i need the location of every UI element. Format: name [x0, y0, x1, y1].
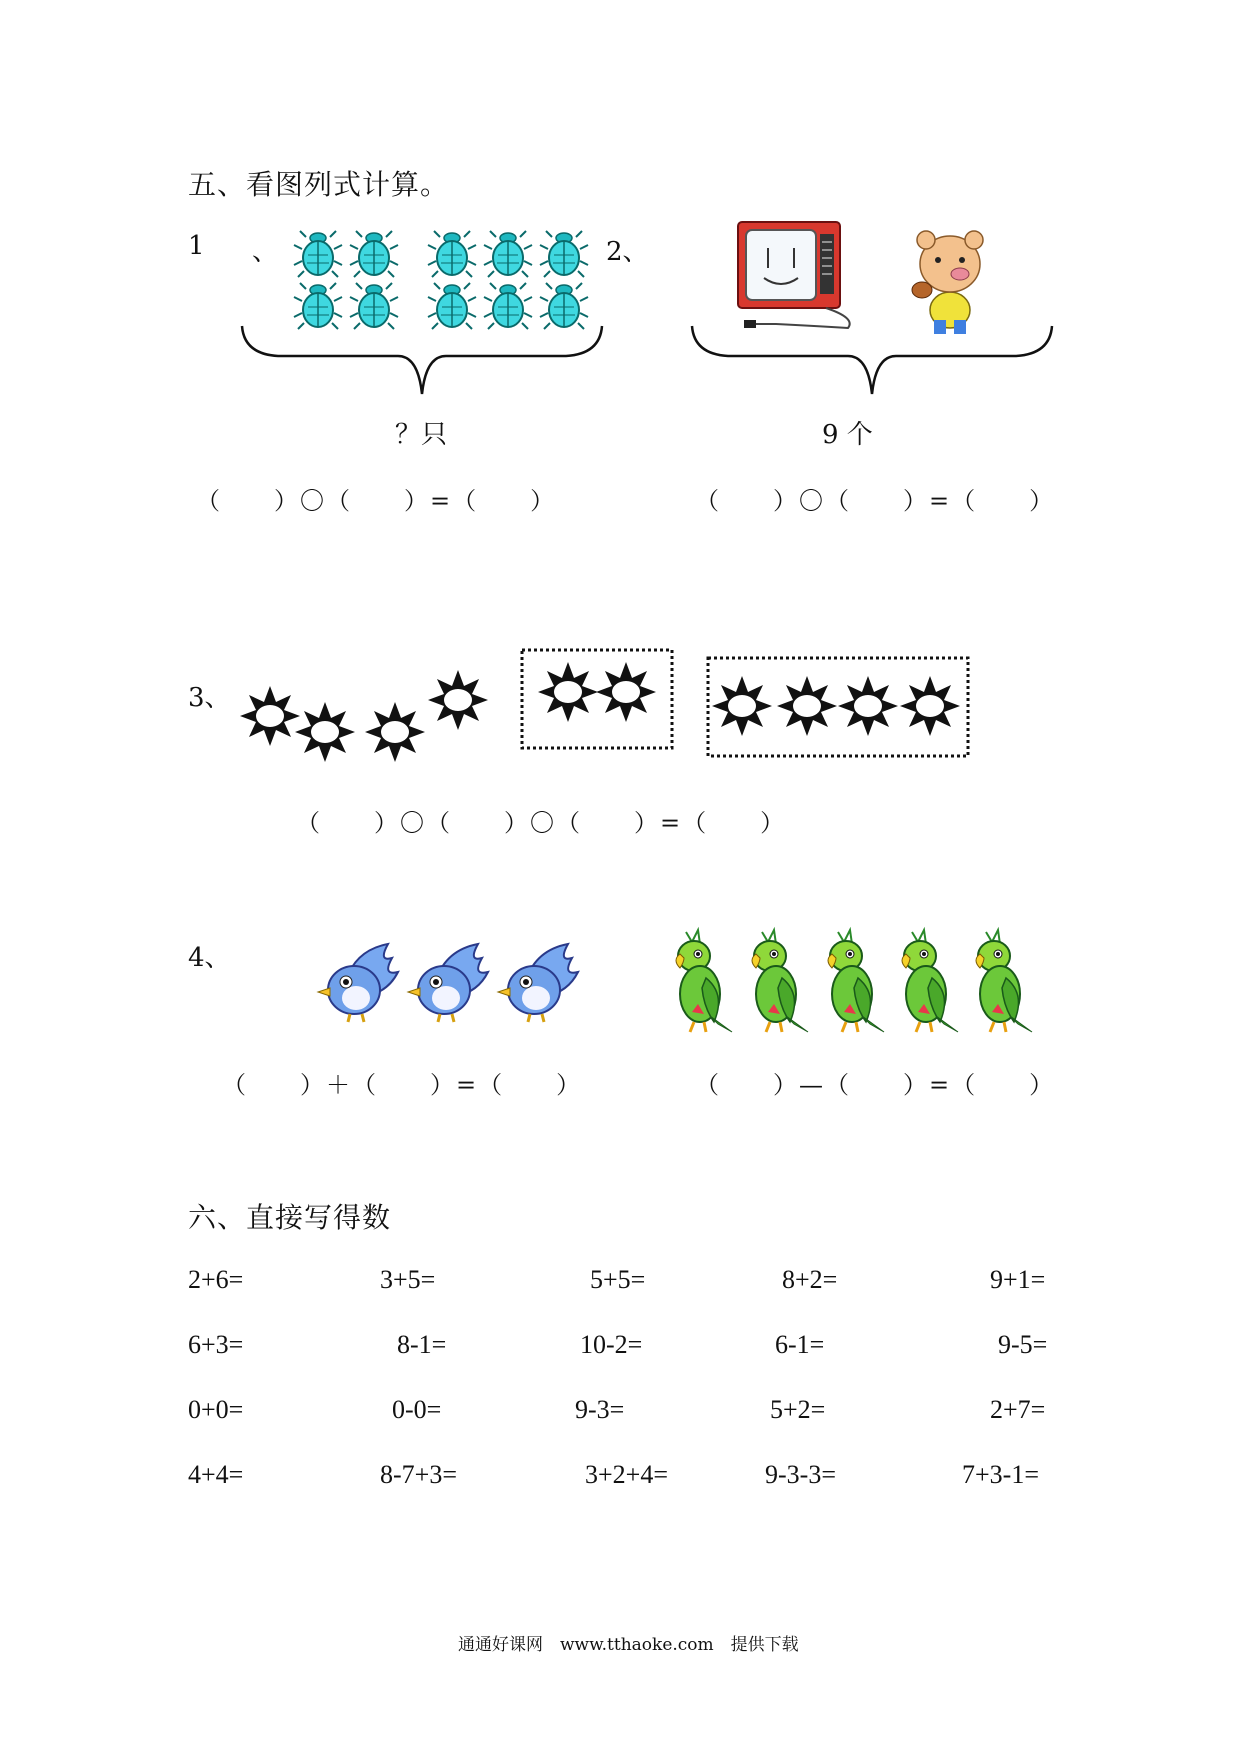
- calc-item: 9+1=: [990, 1265, 1046, 1294]
- sun-box-a: [522, 650, 672, 748]
- problem-2-label: 2、: [606, 237, 649, 267]
- calc-item: 9-3-3=: [765, 1460, 836, 1489]
- beetle-icon: [540, 231, 588, 277]
- sun-picture: [230, 640, 1230, 770]
- problem-4-label: 4、: [188, 943, 231, 973]
- beetle-group: [290, 225, 610, 335]
- calc-item: 4+4=: [188, 1460, 244, 1489]
- sun-icon: [295, 702, 355, 762]
- blue-bird-icon: [408, 944, 488, 1022]
- tv-icon: [736, 220, 856, 335]
- calc-item: 7+3-1=: [962, 1460, 1039, 1489]
- sun-icon: [900, 676, 960, 736]
- calc-item: 2+6=: [188, 1265, 244, 1294]
- calc-item: 5+5=: [590, 1265, 646, 1294]
- calc-item: 10-2=: [580, 1330, 643, 1359]
- sun-icon: [596, 662, 656, 722]
- problem-4-formula-right: （ ）—（ ）=（ ）: [695, 1071, 1056, 1099]
- calc-item: 9-5=: [998, 1330, 1048, 1359]
- brace-1: [238, 322, 608, 397]
- calc-item: 0-0=: [392, 1395, 442, 1424]
- problem-2-answer-label: 9 个: [822, 420, 873, 450]
- parrot-icon: [902, 930, 958, 1032]
- calc-item: 8+2=: [782, 1265, 838, 1294]
- sun-icon: [838, 676, 898, 736]
- beetle-icon: [428, 231, 476, 277]
- sun-icon: [777, 676, 837, 736]
- sun-icon: [428, 670, 488, 730]
- blue-bird-icon: [498, 944, 578, 1022]
- sun-icon: [712, 676, 772, 736]
- problem-1-label: 1: [188, 231, 205, 261]
- calc-item: 2+7=: [990, 1395, 1046, 1424]
- blue-bird-group: [316, 940, 606, 1040]
- calc-item: 6-1=: [775, 1330, 825, 1359]
- calc-item: 8-7+3=: [380, 1460, 457, 1489]
- calc-item: 8-1=: [397, 1330, 447, 1359]
- beetle-icon: [484, 231, 532, 277]
- footer-text: 通通好课网 www.tthaoke.com 提供下载: [458, 1635, 799, 1655]
- section-title-5: 五、看图列式计算。: [188, 168, 450, 201]
- calc-item: 6+3=: [188, 1330, 244, 1359]
- parrot-icon: [752, 930, 808, 1032]
- blue-bird-icon: [318, 944, 398, 1022]
- parrot-icon: [676, 930, 732, 1032]
- calc-item: 9-3=: [575, 1395, 625, 1424]
- problem-1-separator: 、: [252, 237, 279, 267]
- sun-icon: [365, 702, 425, 762]
- beetle-icon: [350, 231, 398, 277]
- calc-item: 3+5=: [380, 1265, 436, 1294]
- sun-icon: [240, 686, 300, 746]
- section-title-6: 六、直接写得数: [188, 1201, 392, 1234]
- problem-1-answer-label: ？只: [395, 420, 448, 450]
- parrot-icon: [976, 930, 1032, 1032]
- calc-item: 5+2=: [770, 1395, 826, 1424]
- calc-item: 3+2+4=: [585, 1460, 668, 1489]
- problem-3-label: 3、: [188, 683, 231, 713]
- sun-icon: [538, 662, 598, 722]
- parrot-icon: [828, 930, 884, 1032]
- parrot-group: [670, 920, 1050, 1040]
- problem-2-formula: （ ）〇（ ）=（ ）: [695, 487, 1056, 515]
- brace-2: [688, 322, 1058, 397]
- problem-4-formula-left: （ ）＋（ ）=（ ）: [222, 1071, 583, 1099]
- problem-3-formula: （ ）〇（ ）〇（ ）=（ ）: [296, 809, 787, 837]
- calc-item: 0+0=: [188, 1395, 244, 1424]
- problem-1-formula: （ ）〇（ ）=（ ）: [196, 487, 557, 515]
- beetle-icon: [294, 231, 342, 277]
